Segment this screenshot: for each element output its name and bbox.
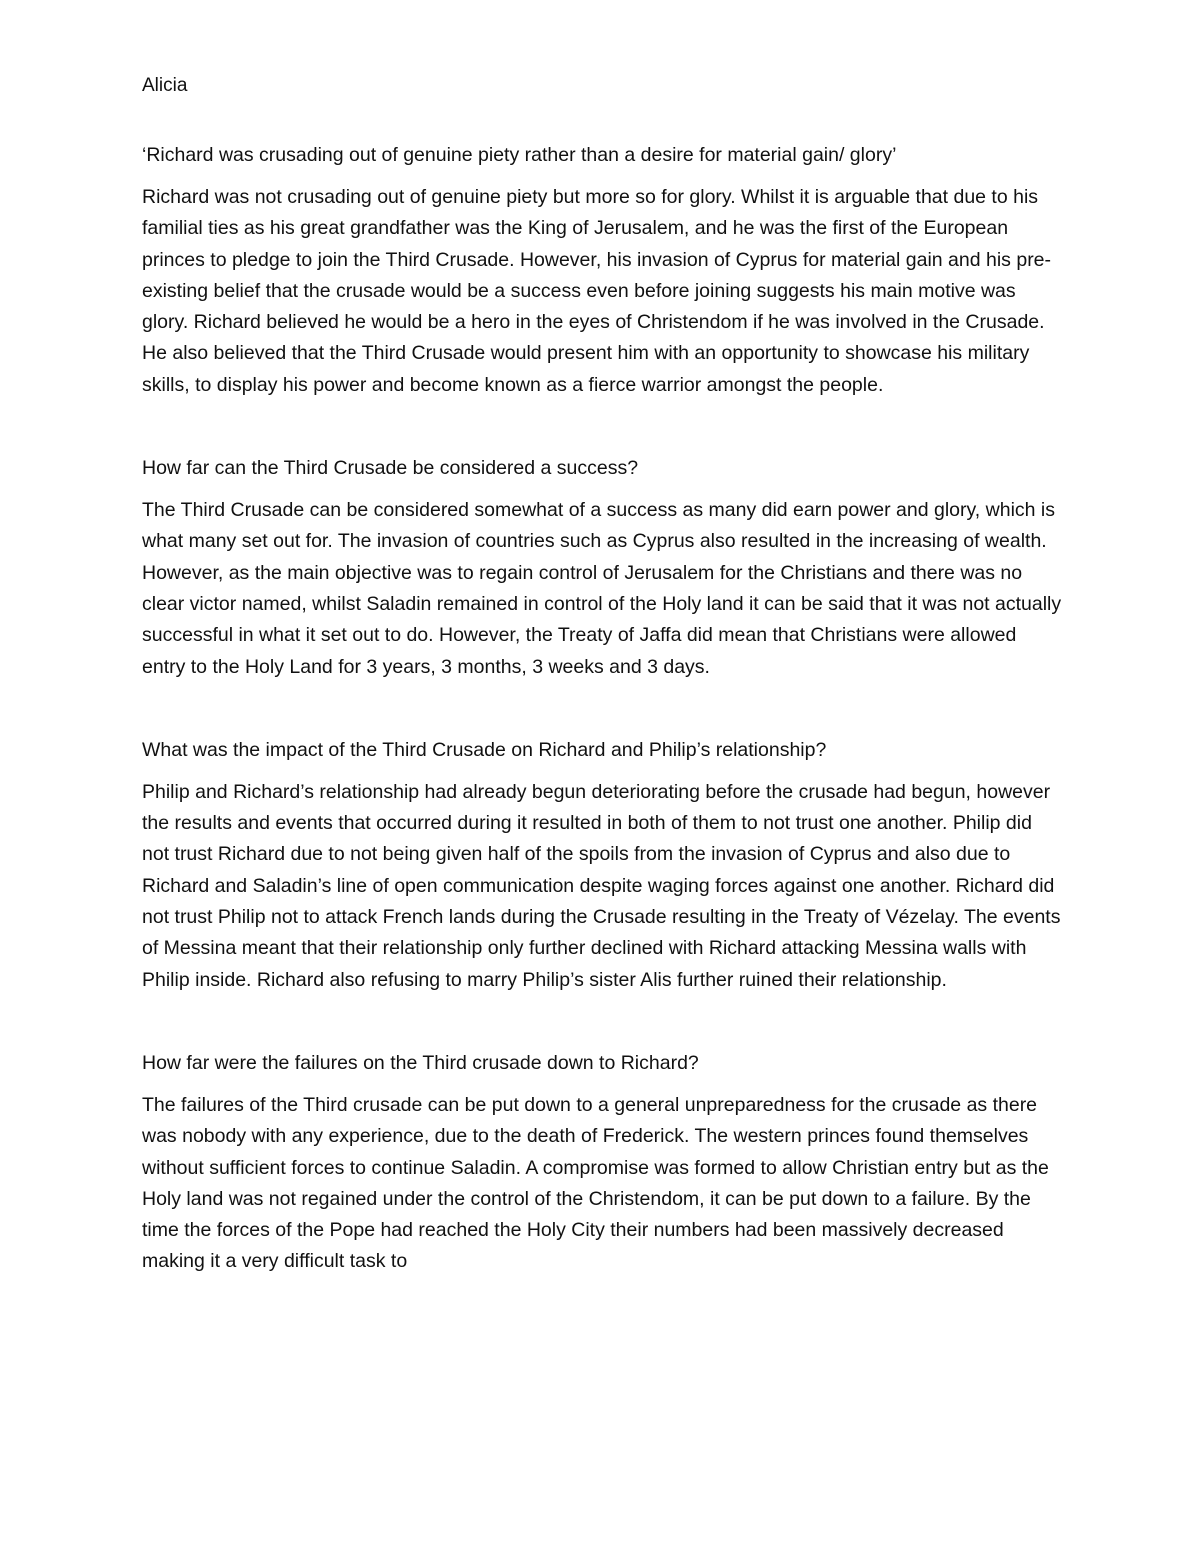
question-heading: How far were the failures on the Third crusade down to Richard? bbox=[142, 1051, 699, 1074]
section-failures bbox=[142, 1050, 1062, 1278]
answer-paragraph: The failures of the Third crusade can be put down to a general unpreparedness for the crusade as there was nobody with any experience, due to the death of Frederick. The western princes found themselves without sufficient forces to continue Saladin. A compromise was formed to allow Christian entry but as the Holy land was not regained under the control of the Christendom, it can be put down to a failure. By the time the forces of the Pope had reached the Holy City their numbers had been massively decreased making it a very difficult task to bbox=[142, 1093, 1049, 1273]
answer-paragraph: The Third Crusade can be considered somewhat of a success as many did earn power and glory, which is what many set out for. The invasion of countries such as Cyprus also resulted in the increasing of wealth. However, as the main objective was to regain control of Jerusalem for the Christians and there was no clear victor named, whilst Saladin remained in control of the Holy land it can be said that it was not actually successful in what it set out to do. However, the Treaty of Jaffa did mean that Christians were allowed entry to the Holy Land for 3 years, 3 months, 3 weeks and 3 days. bbox=[142, 499, 1062, 678]
section-spacer bbox=[142, 996, 1062, 1050]
answer-paragraph: Richard was not crusading out of genuine piety but more so for glory. Whilst it is arguable that due to his familial ties as his great grandfather was the King of Jerusalem, and he was the first of the European princes to pledge to join the Third Crusade. However, his invasion of Cyprus for material gain and his pre-existing belief that the crusade would be a success even before joining suggests his main motive was glory. Richard believed he would be a hero in the eyes of Christendom if he was involved in the Crusade. He also believed that the Third Crusade would present him with an opportunity to showcase his military skills, to display his power and become known as a fierce warrior amongst the people. bbox=[142, 186, 1052, 396]
answer-paragraph: Philip and Richard’s relationship had already begun deteriorating before the crusade had begun, however the results and events that occurred during it resulted in both of them to not trust one another. Philip did not trust Richard due to not being given half of the spoils from the invasion of Cyprus and also due to Richard and Saladin’s line of open communication despite waging forces against one another. Richard did not trust Philip not to attack French lands during the Crusade resulting in the Treaty of Vézelay. The events of Messina meant that their relationship only further declined with Richard attacking Messina walls with Philip inside. Richard also refusing to marry Philip’s sister Alis further ruined their relationship. bbox=[142, 780, 1061, 991]
question-heading: What was the impact of the Third Crusade on Richard and Philip’s relationship? bbox=[142, 738, 827, 761]
author-name: Alicia bbox=[142, 75, 188, 96]
section-spacer bbox=[142, 683, 1062, 737]
question-heading: How far can the Third Crusade be considered a success? bbox=[142, 457, 639, 480]
section-success bbox=[142, 455, 1062, 683]
section-spacer bbox=[142, 401, 1062, 455]
document-body bbox=[142, 74, 1062, 1278]
question-heading: ‘Richard was crusading out of genuine piety rather than a desire for material gain/ glory’ bbox=[142, 144, 897, 166]
section-piety bbox=[142, 142, 1062, 401]
section-relationship bbox=[142, 737, 1062, 996]
